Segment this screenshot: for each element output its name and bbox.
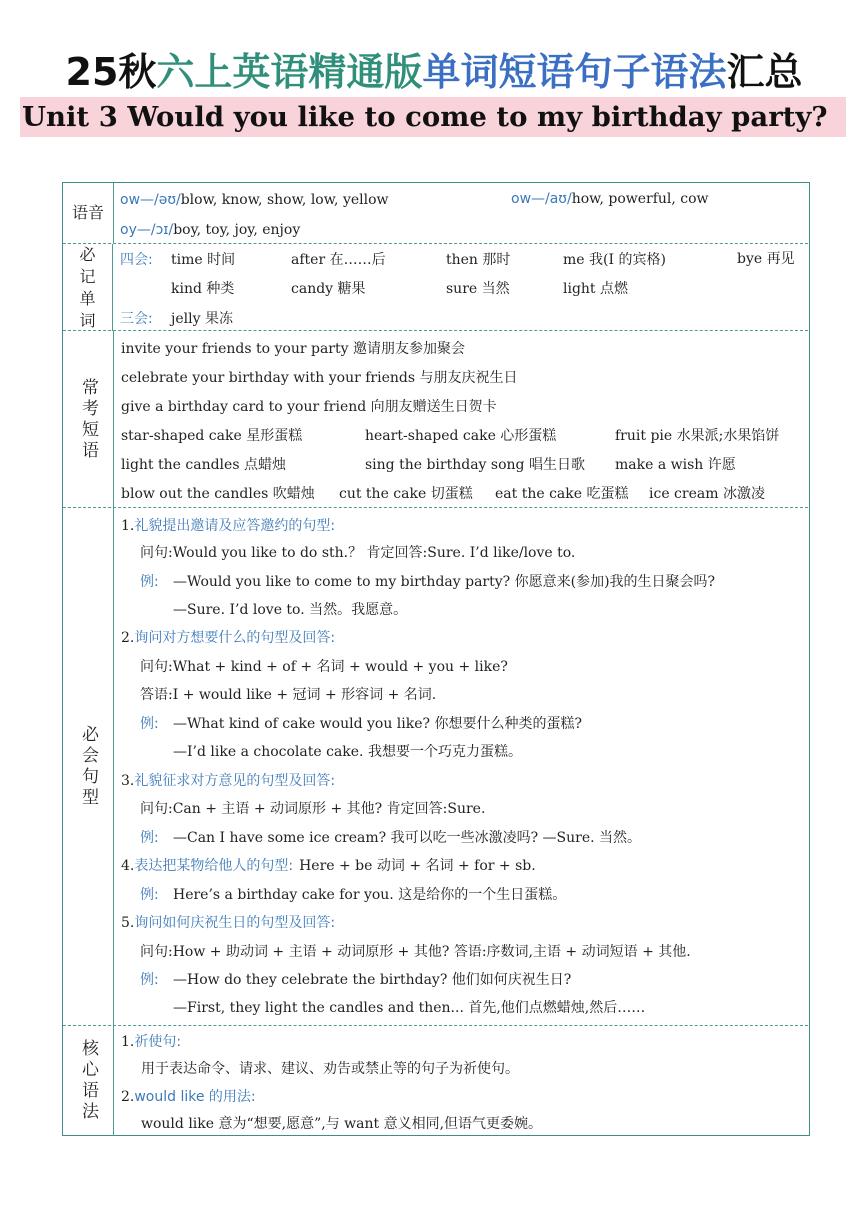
phrase-item: light the candles 点蜡烛 — [121, 457, 286, 473]
phonetics-row — [63, 183, 808, 243]
word-item: after 在……后 — [291, 252, 386, 268]
phonetic-ow-au-words: how, powerful, cow — [571, 191, 709, 207]
phrase-item: invite your friends to your party 邀请朋友参加聚会 — [121, 341, 465, 357]
grammar-heading-1: 1.祈使句: — [121, 1034, 182, 1050]
phonetic-oy: oy—/ɔɪ/ — [120, 222, 174, 238]
example-sentence: Here’s a birthday cake for you. 这是给你的一个生日蛋糕。 — [173, 887, 567, 903]
title-part-2: 六上英语精通版 — [156, 50, 423, 94]
words-label: 必记单词 — [63, 244, 113, 331]
sentence-pattern: 问句:Can + 主语 + 动词原形 + 其他? 肯定回答:Sure. — [140, 801, 486, 817]
phrase-item: eat the cake 吃蛋糕 — [495, 486, 629, 502]
grammar-row — [63, 1025, 808, 1136]
four-skill-tag: 四会: — [120, 252, 153, 268]
phrase-item: fruit pie 水果派;水果馅饼 — [615, 428, 780, 444]
grammar-heading-2: 2.would like 的用法: — [121, 1089, 256, 1105]
sentence-heading-3: 3.礼貌征求对方意见的句型及回答: — [121, 773, 336, 789]
phonetic-ow-ou-words: blow, know, show, low, yellow — [180, 192, 389, 208]
phrase-item: heart-shaped cake 心形蛋糕 — [365, 428, 557, 444]
example-tag: 例: — [140, 972, 159, 988]
phrase-item: give a birthday card to your friend 向朋友赠送生日贺卡 — [121, 399, 497, 415]
grammar-text: would like 意为“想要,愿意”,与 want 意义相同,但语气更委婉。 — [141, 1116, 543, 1132]
example-sentence: —What kind of cake would you like? 你想要什么种类的蛋糕? — [173, 716, 582, 732]
word-item: me 我(I 的宾格) — [563, 252, 666, 268]
phrases-row — [63, 330, 808, 508]
example-sentence: —How do they celebrate the birthday? 他们如何庆祝生日? — [173, 972, 572, 988]
example-tag: 例: — [140, 830, 159, 846]
example-tag: 例: — [140, 887, 159, 903]
phrase-item: star-shaped cake 星形蛋糕 — [121, 428, 303, 444]
word-item: time 时间 — [171, 252, 236, 268]
word-item: then 那时 — [446, 252, 511, 268]
sentence-heading-2: 2.询问对方想要什么的句型及回答: — [121, 630, 336, 646]
three-skill-tag: 三会: — [120, 311, 153, 327]
word-item: bye 再见 — [737, 251, 795, 267]
words-row — [63, 243, 808, 331]
phonetics-label: 语音 — [63, 183, 114, 243]
phonetic-oy-words: boy, toy, joy, enjoy — [173, 222, 301, 238]
example-sentence: —First, they light the candles and then... 首先,他们点燃蜡烛,然后…… — [173, 1000, 646, 1016]
word-item: light 点燃 — [563, 281, 629, 297]
sentence-heading-1: 1.礼貌提出邀请及应答邀约的句型: — [121, 518, 336, 534]
word-item: kind 种类 — [171, 281, 235, 297]
phonetic-ow-au: ow—/aʊ/ — [511, 191, 572, 207]
example-sentence: —I’d like a chocolate cake. 我想要一个巧克力蛋糕。 — [173, 744, 522, 760]
title-part-4: 汇总 — [726, 50, 803, 94]
grammar-text: 用于表达命令、请求、建议、劝告或禁止等的句子为祈使句。 — [141, 1061, 519, 1077]
page-title — [0, 46, 868, 98]
word-item: jelly 果冻 — [171, 311, 233, 327]
sentence-heading-4: 4.表达把某物给他人的句型: Here + be 动词 + 名词 + for + sb. — [121, 858, 536, 874]
phrase-item: ice cream 冰激凌 — [649, 486, 765, 502]
phrase-item: cut the cake 切蛋糕 — [339, 486, 473, 502]
phrase-item: celebrate your birthday with your friends 与朋友庆祝生日 — [121, 370, 518, 386]
summary-table — [62, 182, 810, 1136]
sentence-heading-5: 5.询问如何庆祝生日的句型及回答: — [121, 915, 336, 931]
sentence-pattern: 答语:I + would like + 冠词 + 形容词 + 名词. — [140, 687, 437, 703]
example-sentence: —Would you like to come to my birthday party? 你愿意来(参加)我的生日聚会吗? — [173, 574, 716, 590]
example-sentence: —Sure. I’d love to. 当然。我愿意。 — [173, 602, 408, 618]
title-part-1: 25秋 — [65, 50, 157, 94]
phrase-item: sing the birthday song 唱生日歌 — [365, 457, 585, 473]
phrase-item: make a wish 许愿 — [615, 457, 736, 473]
grammar-label: 核心语法 — [63, 1026, 114, 1136]
example-tag: 例: — [140, 574, 159, 590]
sentences-label: 必会句型 — [63, 508, 114, 1026]
sentence-pattern: 问句:Would you like to do sth.？ 肯定回答:Sure. I’d like/love to. — [140, 545, 576, 561]
phrases-label: 常考短语 — [63, 331, 114, 508]
word-item: sure 当然 — [446, 281, 510, 297]
phrase-item: blow out the candles 吹蜡烛 — [121, 486, 315, 502]
example-tag: 例: — [140, 716, 159, 732]
title-part-3: 单词短语句子语法 — [422, 50, 727, 94]
word-item: candy 糖果 — [291, 281, 366, 297]
sentences-row — [63, 507, 808, 1026]
unit-subtitle: Unit 3 Would you like to come to my birthday party? — [20, 97, 846, 137]
sentence-pattern: 问句:What + kind + of + 名词 + would + you + like? — [140, 659, 508, 675]
sentence-pattern: 问句:How + 助动词 + 主语 + 动词原形 + 其他? 答语:序数词,主语 + 动词短语 + 其他. — [140, 944, 691, 960]
example-sentence: —Can I have some ice cream? 我可以吃一些冰激凌吗? —Sure. 当然。 — [173, 830, 642, 846]
phonetic-ow-ou: ow—/əʊ/ — [120, 192, 181, 208]
